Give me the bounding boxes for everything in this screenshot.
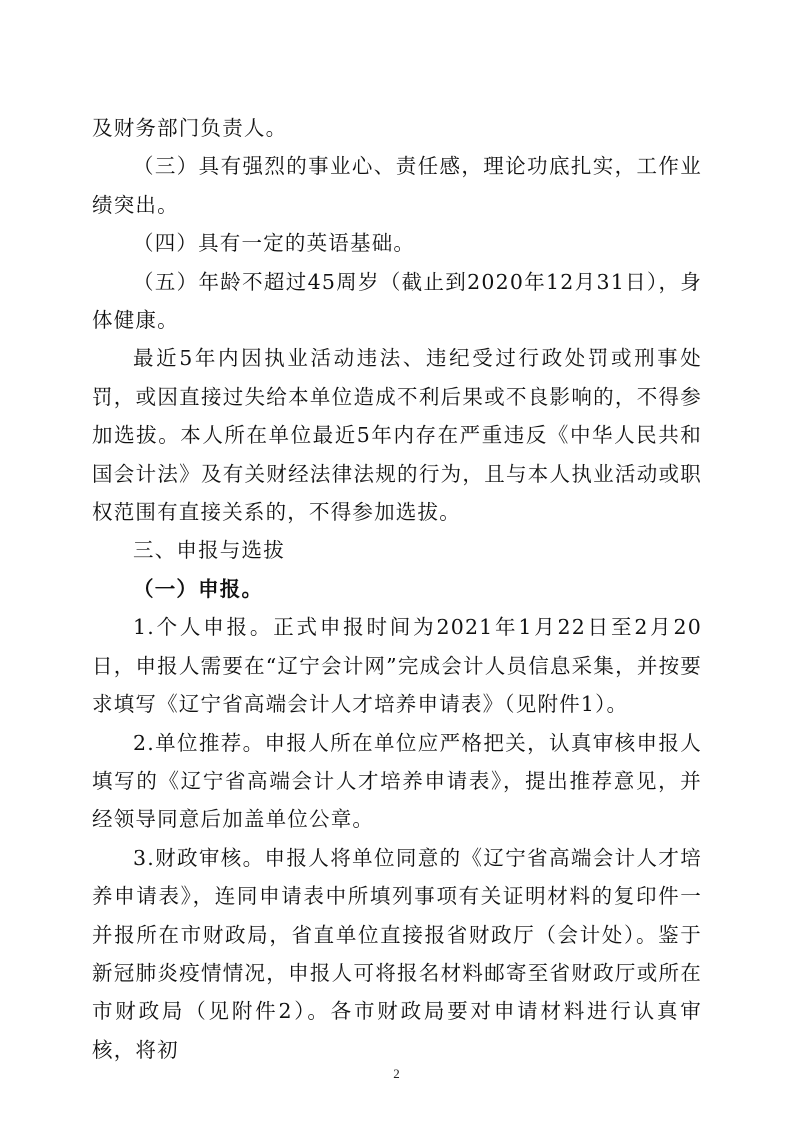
paragraph-step-3: 3.财政审核。申报人将单位同意的《辽宁省高端会计人才培养申请表》，连同申请表中所填列事项有关证明材料的复印件一并报所在市财政局，省直单位直接报省财政厅（会计处）。鉴于新冠肺炎疫情情况，申报人可将报名材料邮寄至省财政厅或所在市财政局（见附件2）。各市财政局要对申请材料进行认真审核，将初 bbox=[92, 845, 702, 1062]
paragraph-step-2: 2.单位推荐。申报人所在单位应严格把关，认真审核申报人填写的《辽宁省高端会计人才培养申请表》，提出推荐意见，并经领导同意后加盖单位公章。 bbox=[92, 730, 702, 832]
subsection-heading: （一）申报。 bbox=[133, 576, 264, 601]
section-heading: 三、申报与选拔 bbox=[133, 538, 285, 563]
page-number: 2 bbox=[393, 1066, 400, 1081]
paragraph-step-1: 1.个人申报。正式申报时间为2021年1月22日至2月20日，申报人需要在“辽宁会计网”完成会计人员信息采集，并按要求填写《辽宁省高端会计人才培养申请表》（见附件1）。 bbox=[92, 615, 702, 717]
paragraph-exclusions: 最近5年内因执业活动违法、违纪受过行政处罚或刑事处罚，或因直接过失给本单位造成不利后果或不良影响的，不得参加选拔。本人所在单位最近5年内存在严重违反《中华人民共和国会计法》及有关财经法律法规的行为，且与本人执业活动或职权范围有直接关系的，不得参加选拔。 bbox=[92, 346, 702, 525]
paragraph-continuation: 及财务部门负责人。 bbox=[92, 116, 288, 140]
paragraph-requirement-5: （五）年龄不超过45周岁（截止到2020年12月31日），身体健康。 bbox=[92, 269, 702, 333]
body-text bbox=[92, 109, 702, 1069]
paragraph-requirement-4: （四）具有一定的英语基础。 bbox=[133, 231, 416, 256]
paragraph-requirement-3: （三）具有强烈的事业心、责任感，理论功底扎实，工作业绩突出。 bbox=[92, 154, 702, 217]
